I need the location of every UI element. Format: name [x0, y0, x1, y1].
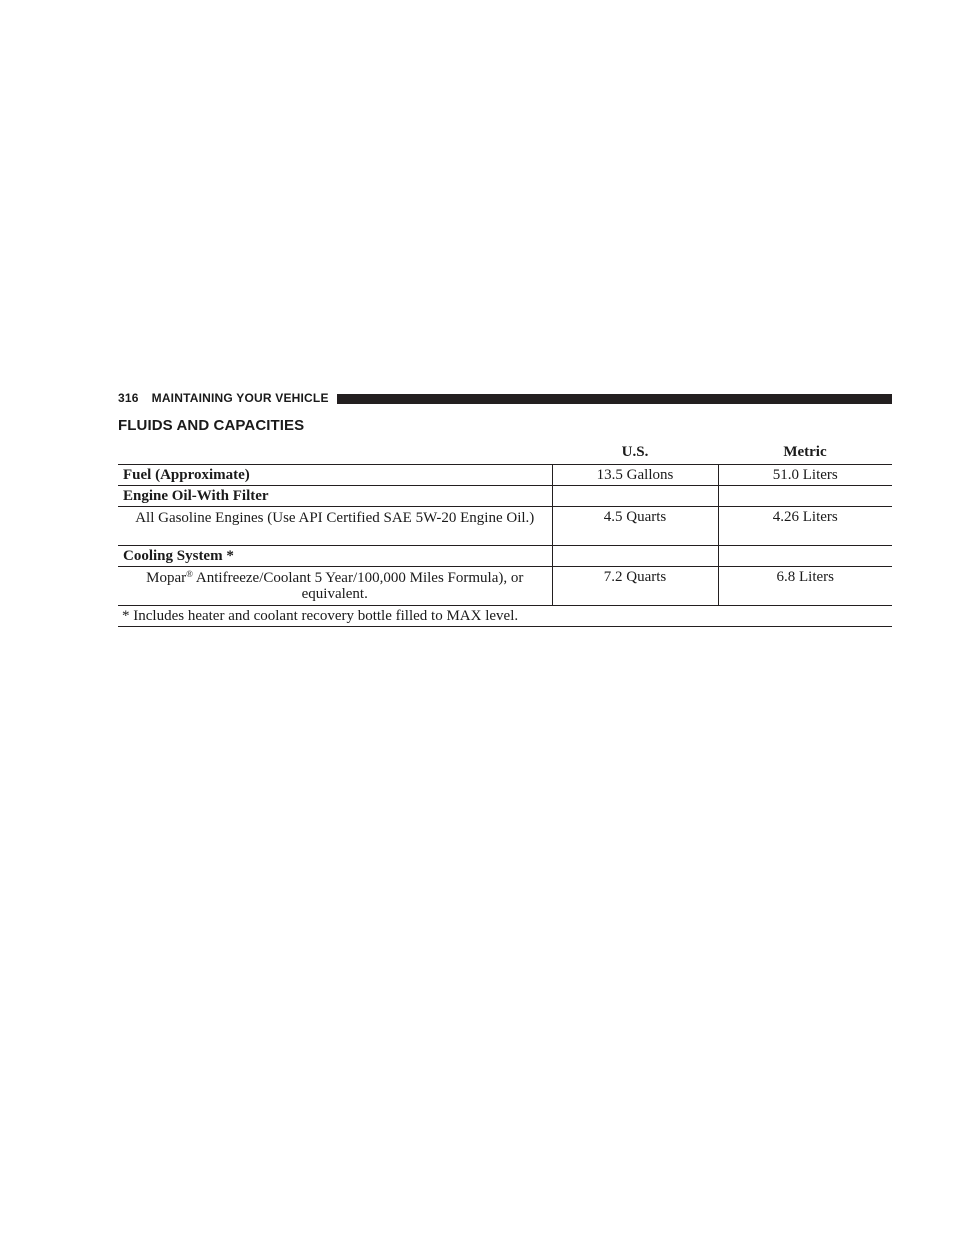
- coolant-brand: Mopar: [146, 570, 187, 586]
- fuel-metric: 51.0 Liters: [718, 465, 892, 486]
- column-header-metric: Metric: [718, 443, 892, 465]
- capacities-table: [118, 443, 892, 627]
- column-header-us: U.S.: [552, 443, 718, 465]
- section-name: MAINTAINING YOUR VEHICLE: [151, 391, 329, 405]
- oil-group-us: [552, 486, 718, 507]
- table-row-footnote: [118, 606, 892, 627]
- oil-group-label: Engine Oil-With Filter: [118, 486, 552, 507]
- table-row-cooling-group: [118, 546, 892, 567]
- page-number: 316: [118, 391, 139, 405]
- footnote: * Includes heater and coolant recovery bottle filled to MAX level.: [118, 606, 892, 627]
- oil-label: All Gasoline Engines (Use API Certified SAE 5W-20 Engine Oil.): [118, 507, 552, 546]
- fuel-us: 13.5 Gallons: [552, 465, 718, 486]
- table-row-oil-group: [118, 486, 892, 507]
- cooling-group-metric: [718, 546, 892, 567]
- table-header-row: [118, 443, 892, 465]
- cooling-group-label: Cooling System *: [118, 546, 552, 567]
- coolant-description: Antifreeze/Coolant 5 Year/100,000 Miles Formula), or equivalent.: [192, 570, 524, 602]
- table-row-fuel: [118, 465, 892, 486]
- cooling-group-us: [552, 546, 718, 567]
- oil-group-metric: [718, 486, 892, 507]
- table-row-coolant: [118, 567, 892, 606]
- column-header-item: [118, 443, 552, 465]
- registered-mark: ®: [186, 569, 193, 579]
- table-row-oil: [118, 507, 892, 546]
- coolant-us: 7.2 Quarts: [552, 567, 718, 606]
- running-header: [118, 390, 892, 406]
- fuel-label: Fuel (Approximate): [118, 465, 552, 486]
- header-rule: [337, 394, 892, 404]
- page-title: FLUIDS AND CAPACITIES: [118, 417, 305, 434]
- coolant-label: [118, 567, 552, 606]
- oil-metric: 4.26 Liters: [718, 507, 892, 546]
- coolant-metric: 6.8 Liters: [718, 567, 892, 606]
- oil-us: 4.5 Quarts: [552, 507, 718, 546]
